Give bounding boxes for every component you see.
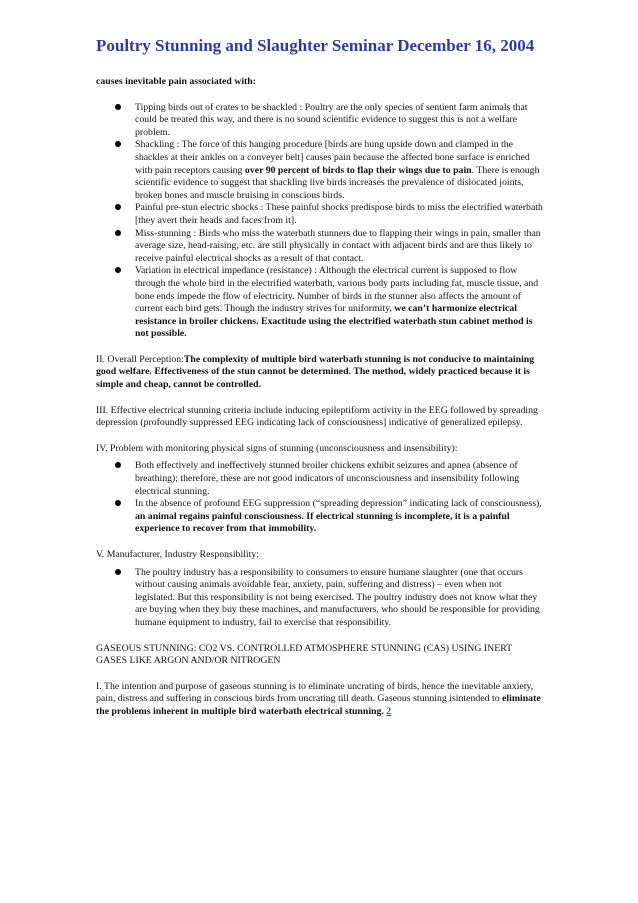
bullet-icon [115,141,121,147]
bullet-icon [115,500,121,506]
list-item: Both effectively and ineffectively stunned broiler chickens exhibit seizures and apnea (absence of breathing); therefore, these are not good indicators of unconsciousness and insensibility following electrical stunning. [135,460,544,498]
pain-causes-list [96,102,544,341]
monitoring-list [96,460,544,536]
list-item: The poultry industry has a responsibility to consumers to ensure humane slaughter (one that occurs without causing animals avoidable fear, anxiety, pain, suffering and distress) – even when not legislated. But this responsibility is not being exercised. The poultry industry does not know what they are buying when they buy these machines, and manufacturers, who should be responsible for providing humane equipment to industry, fail to exercise that responsibility. [135,567,544,630]
list-item: Shackling : The force of this hanging procedure [birds are hung upside down and clamped in the shackles at their ankles on a conveyer belt] causes pain because the affected bone surface is enriched with pain receptors causing over 90 percent of birds to flap their wings due to pain. There is enough scientific evidence to suggest that shackling live birds increases the prevalence of dislocated joints, broken bones and muscle bruising in conscious birds. [135,139,544,202]
document-body [96,76,544,732]
bullet-icon [115,462,121,468]
bullet-icon [115,230,121,236]
section-overall-perception: II. Overall Perception:The complexity of multiple bird waterbath stunning is not conducive to maintaining good welfare. Effectiveness of the stun cannot be determined. The method, widely practiced because it is simple and cheap, cannot be controlled. [96,353,535,391]
section-monitoring-heading: IV. Problem with monitoring physical signs of stunning (unconsciousness and insensibility): [96,442,458,454]
list-item: Variation in electrical impedance (resistance) : Although the electrical current is supposed to flow through the whole bird in the electrified waterbath, various body parts including fat, muscle tissue, and bone ends impede the flow of electricity. Number of birds in the stunner also affects the amount of current each bird gets. Though the industry strives for uniformity, we can’t harmonize electrical resistance in broiler chickens. Exactitude using the electrified waterbath stun cabinet method is not possible. [135,265,544,341]
list-item: Tipping birds out of crates to be shackled : Poultry are the only species of sentient farm animals that could be treated this way, and there is no sound scientific evidence to suggest this is not a welfare problem. [135,102,544,140]
responsibility-list [96,567,544,630]
section-responsibility-heading: V. Manufacturer, Industry Responsibility: [96,549,259,560]
section-stunning-criteria: III. Effective electrical stunning criteria include inducing epileptiform activity in the EEG followed by spreading depression (profoundly suppressed EEG indicating lack of consciousness] indicative of generalized epilepsy. [96,404,538,429]
list-item: Painful pre-stun electric shocks : These painful shocks predispose birds to miss the electrified waterbath [they avert their heads and faces from it]. [135,202,544,227]
bullet-icon [115,104,121,110]
section-gaseous-intent: I. The intention and purpose of gaseous stunning is to eliminate uncrating of birds, hence the inevitable anxiety, pain, distress and suffering in conscious birds from uncrating till death. Gaseous stunning isintended to eliminate the problems inherent in multiple bird waterbath electrical stunning. 2 [96,680,541,717]
list-item: In the absence of profound EEG suppression (“spreading depression” indicating lack of consciousness), an animal regains painful consciousness. If electrical stunning is incomplete, it is a painful experience to recover from that immobility. [135,498,544,536]
intro-text: causes inevitable pain associated with: [96,76,257,87]
list-item: Miss-stunning : Birds who miss the waterbath stunners due to flapping their wings in pain, smaller than average size, head-raising, etc. are still physically in contact with adjacent birds and are thus likely to receive painful electrical shocks as a result of that contact. [135,228,544,266]
page-title: Poultry Stunning and Slaughter Seminar December 16, 2004 [96,36,535,55]
footnote-link[interactable]: 2 [386,705,392,717]
gaseous-stunning-heading: GASEOUS STUNNING: CO2 VS. CONTROLLED ATMOSPHERE STUNNING (CAS) USING INERT GASES LIKE ARGON AND/OR NITROGEN [96,642,512,667]
bullet-icon [115,267,121,273]
bullet-icon [115,204,121,210]
bullet-icon [115,569,121,575]
